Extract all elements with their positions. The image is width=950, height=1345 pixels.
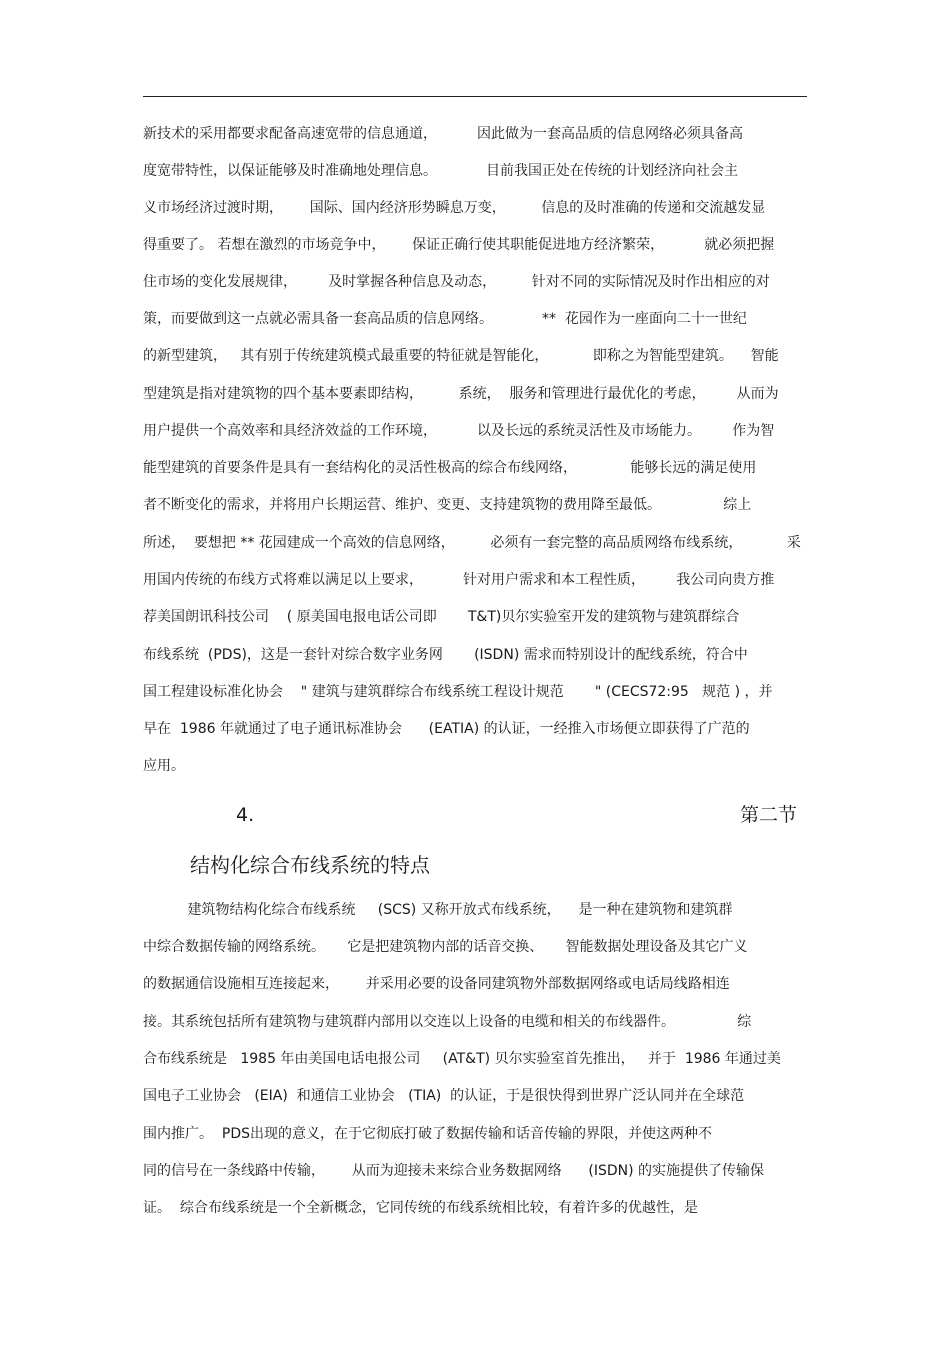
section-label: 第二节 (740, 804, 798, 826)
text-line: 建筑物结构化综合布线系统 (SCS) 又称开放式布线系统， 是一种在建筑物和建筑群 (143, 902, 733, 918)
text-line: 新技术的采用都要求配备高速宽带的信息通道， 因此做为一套高品质的信息网络必须具备高 (143, 126, 744, 142)
text-line: 证。 综合布线系统是一个全新概念，它同传统的布线系统相比较，有着许多的优越性，是 (143, 1200, 698, 1216)
text-line: 接。其系统包括所有建筑物与建筑群内部用以交连以上设备的电缆和相关的布线器件。 综 (143, 1014, 752, 1030)
header-rule (143, 96, 807, 97)
text-line: 早在 1986 年就通过了电子通讯标准协会 (EATIA) 的认证，一经推入市场便立即获得了广范的 (143, 721, 750, 737)
text-line: 合布线系统是 1985 年由美国电话电报公司 (AT&T) 贝尔实验室首先推出， 并于 1986 年通过美 (143, 1051, 781, 1067)
text-line: 中综合数据传输的网络系统。 它是把建筑物内部的话音交换、 智能数据处理设备及其它广义 (143, 939, 748, 955)
text-line: 的数据通信设施相互连接起来， 并采用必要的设备同建筑物外部数据网络或电话局线路相连 (143, 976, 730, 992)
text-line: 住市场的变化发展规律， 及时掌握各种信息及动态， 针对不同的实际情况及时作出相应的对 (143, 274, 770, 290)
text-line: 得重要了。 若想在激烈的市场竞争中， 保证正确行使其职能促进地方经济繁荣， 就必须把握 (143, 237, 775, 253)
section-number: 4. (236, 804, 255, 826)
text-line: 策，而要做到这一点就必需具备一套高品质的信息网络。 ** 花园作为一座面向二十一世纪 (143, 311, 747, 327)
text-line: 型建筑是指对建筑物的四个基本要素即结构， 系统， 服务和管理进行最优化的考虑， 从而为 (143, 386, 779, 402)
text-line: 布线系统 (PDS)，这是一套针对综合数字业务网 (ISDN) 需求而特别设计的配线系统，符合中 (143, 647, 748, 663)
text-line: 义市场经济过渡时期， 国际、国内经济形势瞬息万变， 信息的及时准确的传递和交流越发显 (143, 200, 766, 216)
text-line: 国电子工业协会 (EIA) 和通信工业协会 (TIA) 的认证，于是很快得到世界广泛认同并在全球范 (143, 1088, 745, 1104)
text-line: 的新型建筑， 其有别于传统建筑模式最重要的特征就是智能化， 即称之为智能型建筑。 智能 (143, 348, 779, 364)
text-line: 能型建筑的首要条件是具有一套结构化的灵活性极高的综合布线网络， 能够长远的满足使用 (143, 460, 757, 476)
text-line: 用户提供一个高效率和具经济效益的工作环境， 以及长远的系统灵活性及市场能力。 作为智 (143, 423, 775, 439)
text-line: 用国内传统的布线方式将难以满足以上要求， 针对用户需求和本工程性质， 我公司向贵方推 (143, 572, 775, 588)
text-line: 同的信号在一条线路中传输， 从而为迎接未来综合业务数据网络 (ISDN) 的实施提供了传输保 (143, 1163, 765, 1179)
text-line: 国工程建设标准化协会 " 建筑与建筑群综合布线系统工程设计规范 " (CECS72:95 规范 ) ，并 (143, 684, 773, 700)
section-title: 结构化综合布线系统的特点 (190, 853, 430, 877)
text-line: 荐美国朗讯科技公司 ( 原美国电报电话公司即 T&T)贝尔实验室开发的建筑物与建筑群综合 (143, 609, 740, 625)
text-line: 所述， 要想把 ** 花园建成一个高效的信息网络， 必须有一套完整的高品质网络布线系统， 采 (143, 535, 801, 551)
text-line: 围内推广。 PDS出现的意义，在于它彻底打破了数据传输和话音传输的界限，并使这两种不 (143, 1126, 713, 1142)
text-line: 应用。 (143, 758, 185, 774)
text-line: 度宽带特性，以保证能够及时准确地处理信息。 目前我国正处在传统的计划经济向社会主 (143, 163, 738, 179)
text-line: 者不断变化的需求，并将用户长期运营、维护、变更、支持建筑物的费用降至最低。 综上 (143, 497, 752, 513)
